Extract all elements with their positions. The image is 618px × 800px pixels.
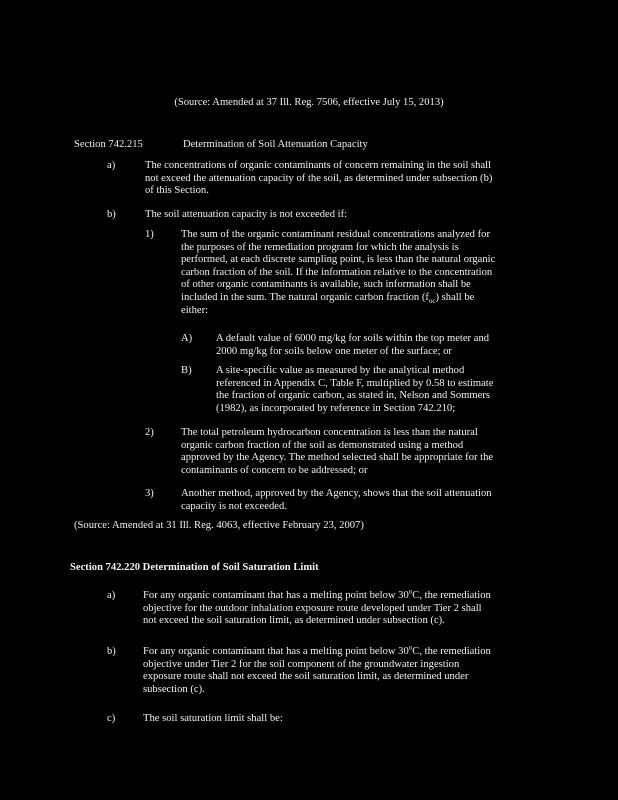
- degree-superscript: o: [408, 643, 413, 652]
- subitem-A-label: A): [181, 333, 193, 344]
- source-note-top: (Source: Amended at 37 Ill. Reg. 7506, effective July 15, 2013): [174, 97, 444, 108]
- item-1-label: 1): [145, 229, 154, 240]
- source-note-215: (Source: Amended at 31 Ill. Reg. 4063, effective February 23, 2007): [74, 520, 364, 531]
- subscript-oc: oc: [428, 297, 436, 306]
- section-220-b-text: For any organic contaminant that has a melting point below 30$^o$C, the remediation objective under Tier 2 for the soil component of the groundwater ingestion exposure route shall not exceed the soil saturation limit, as determined under subsection (c).: [143, 643, 491, 695]
- item-3-label: 3): [145, 488, 154, 499]
- subitem-A-text: A default value of 6000 mg/kg for soils within the top meter and 2000 mg/kg for soils below one meter of the surface; or: [216, 333, 490, 357]
- subsection-a-label: a): [107, 160, 116, 171]
- section-220-c-text: The soil saturation limit shall be:: [143, 713, 283, 724]
- section-220-c-label: c): [107, 713, 116, 724]
- subitem-B-text: A site-specific value as measured by the analytical method referenced in Appendix C, Table F, multiplied by 0.58 to estimate the fraction of organic carbon, as stated in, Nelson and Sommers (1982), as incorporated by reference in Section 742.210;: [216, 365, 494, 414]
- section-220-a-text: For any organic contaminant that has a melting point below 30$^o$C, the remediation objective for the outdoor inhalation exposure route developed under Tier 2 shall not exceed the soil saturation limit, as determined under subsection (c).: [143, 587, 491, 627]
- degree-superscript: o: [408, 587, 413, 596]
- section-220-a-label: a): [107, 590, 116, 601]
- subsection-b-text: The soil attenuation capacity is not exceeded if:: [145, 209, 348, 220]
- section-title: Determination of Soil Attenuation Capacity: [183, 139, 368, 150]
- subsection-b-label: b): [107, 209, 116, 220]
- subitem-B-label: B): [181, 365, 192, 376]
- section-number: Section 742.215: [74, 139, 143, 150]
- item-3-text: Another method, approved by the Agency, shows that the soil attenuation capacity is not exceeded.: [181, 488, 492, 512]
- item-2-label: 2): [145, 427, 154, 438]
- section-220-b-label: b): [107, 646, 116, 657]
- item-1-text: The sum of the organic contaminant residual concentrations analyzed for the purposes of the remediation program for which the analysis is performed, at each discrete sampling point, is less than the natural organic carbon fraction of the soil. If the information relative to the concentration of other organic contaminants is available, such information shall be included in the sum. The natural organic carbon fraction $(f_{oc})$ shall be either:: [181, 229, 496, 316]
- subsection-a-text: The concentrations of organic contaminants of concern remaining in the soil shall not exceed the attenuation capacity of the soil, as determined under subsection (b) of this Section.: [145, 160, 493, 197]
- section-220-heading: Section 742.220 Determination of Soil Saturation Limit: [70, 562, 319, 573]
- item-2-text: The total petroleum hydrocarbon concentration is less than the natural organic carbon fraction of the soil as demonstrated using a method approved by the Agency. The method selected shall be appropriate for the contaminants of concern to be addressed; or: [181, 427, 494, 476]
